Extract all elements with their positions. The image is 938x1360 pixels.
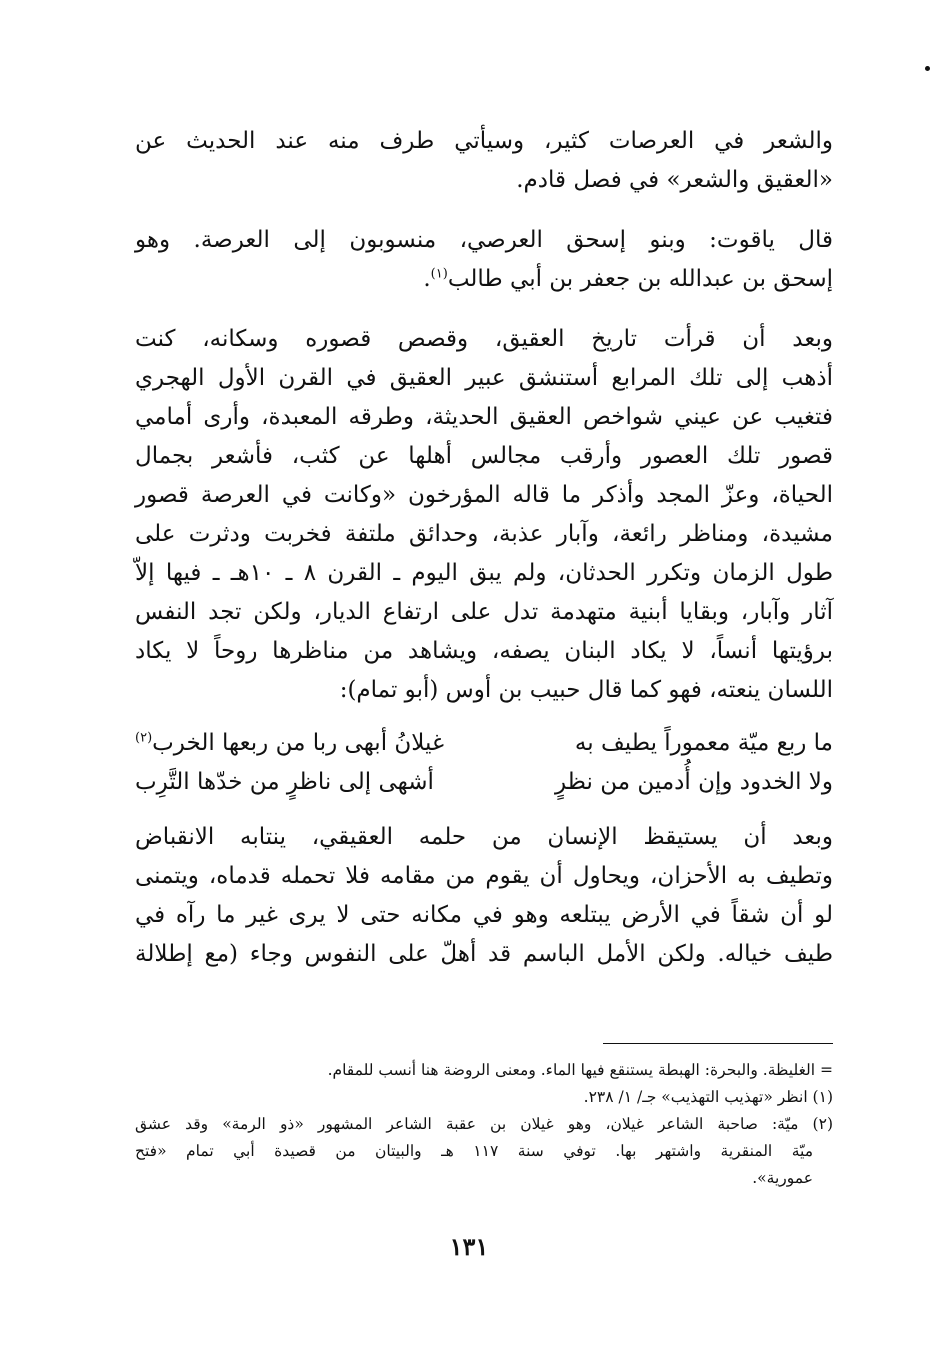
- poem: [135, 724, 833, 802]
- paragraph-4: [135, 818, 833, 974]
- text-line: أذهب إلى تلك المرابع أستنشق عبير العقيق في القرن الأول الهجري: [135, 365, 833, 391]
- text-line: طيف خياله. ولكن الأمل الباسم قد أهلّ على النفوس وجاء (مع إطلالة: [135, 941, 833, 967]
- text-segment: إسحق بن عبدالله بن جعفر بن أبي طالب: [447, 266, 833, 292]
- footnote-line: = الغليظة. والبحرة: الهبطة يستنقع فيها الماء. ومعنى الروضة هنا أنسب للمقام.: [327, 1061, 833, 1079]
- page-number: ١٣١: [449, 1232, 489, 1261]
- verse-first-hemistich: ما ربع ميّة معموراً يطيف به: [574, 730, 833, 756]
- text-line: الحياة، وعزّ المجد وأذكر ما قاله المؤرخون «وكانت في العرصة قصور: [135, 482, 833, 508]
- margin-dot: [925, 66, 930, 71]
- text-line: والشعر في العرصات كثير، وسيأتي طرف منه عند الحديث عن: [135, 128, 833, 154]
- verse-second-hemistich: أشهى إلى ناظرٍ من خدّها التَّرِب: [135, 769, 434, 795]
- text-line: وبعد أن قرأت تاريخ العقيق، وقصص قصوره وسكانه، كنت: [135, 326, 833, 352]
- text-line: قصور تلك العصور وأرقب مجالس أهلها عن كثب، فأشعر بجمال: [135, 443, 833, 469]
- main-text: [135, 122, 833, 974]
- text-line: طول الزمان وتكرر الحدثان، ولم يبق اليوم ـ القرن ٨ ـ ١٠هـ ـ فيها إلاّ: [135, 560, 833, 586]
- text-line: اللسان ينعته، فهو كما قال حبيب بن أوس (أبو تمام):: [339, 677, 833, 703]
- text-line: «العقيق والشعر» في فصل قادم.: [516, 167, 833, 193]
- footnote-ref-2: (٢): [135, 730, 153, 746]
- footnote-line: (١) انظر «تهذيب التهذيب» جـ/ ١/ ٢٣٨.: [583, 1088, 833, 1106]
- footnote-line: (٢) ميّة: صاحبة الشاعر غيلان، وهو غيلان بن عقبة الشاعر المشهور «ذو الرمة» وقد عشق: [135, 1115, 833, 1133]
- paragraph-3: [135, 320, 833, 710]
- footnote-divider: [603, 1043, 833, 1044]
- text-segment: غيلانُ أبهى ربا من ربعها الخرب: [152, 730, 444, 756]
- text-line: وبعد أن يستيقظ الإنسان من حلمه العقيقي، ينتابه الانقباض: [135, 824, 833, 850]
- text-line-with-ref: [135, 260, 833, 299]
- poem-verse: [135, 724, 833, 763]
- text-line: وتطيف به الأحزان، ويحاول أن يقوم من مقامه فلا تحمله قدماه، ويتمنى: [135, 863, 833, 889]
- footnote-1: [135, 1084, 833, 1111]
- paragraph-1: [135, 122, 833, 200]
- text-segment: .: [423, 266, 431, 292]
- footnote-line: عمورية».: [752, 1169, 813, 1187]
- footnote-2: [135, 1111, 833, 1192]
- text-line: فتغيب عن عيني شواخص العقيق الحديثة، وطرقه المعبدة، وأرى أمامي: [135, 404, 833, 430]
- verse-second-hemistich: [135, 724, 444, 763]
- text-line: آثار وآبار، وبقايا أبنية متهدمة تدل على ارتفاع الديار، ولكن تجد النفس: [135, 599, 833, 625]
- footnote-ref-1: (١): [430, 266, 448, 282]
- text-line: لو أن شقاً في الأرض يبتلعه وهو في مكانه حتى لا يرى غير ما رآه في: [135, 902, 833, 928]
- footnote-continuation: [135, 1057, 833, 1084]
- text-line: قال ياقوت: وبنو إسحق العرصي، منسوبون إلى العرصة. وهو: [135, 227, 833, 253]
- footnote-body: [135, 1057, 833, 1192]
- verse-first-hemistich: ولا الخدود وإن أُدمين من نظرٍ: [554, 769, 833, 795]
- text-line: مشيدة، ومناظر رائعة، وآبار عذبة، وحدائق ملتفة فخربت ودثرت على: [135, 521, 833, 547]
- text-line: برؤيتها أنساً، لا يكاد البنان يصفه، ويشاهد من مناظرها روحاً لا يكاد: [135, 638, 833, 664]
- paragraph-2: [135, 221, 833, 299]
- poem-verse: [135, 763, 833, 802]
- footnote-line: ميّة المنقرية واشتهر بها. توفي سنة ١١٧ هـ والبيتان من قصيدة أبي تمام «فتح: [135, 1142, 813, 1160]
